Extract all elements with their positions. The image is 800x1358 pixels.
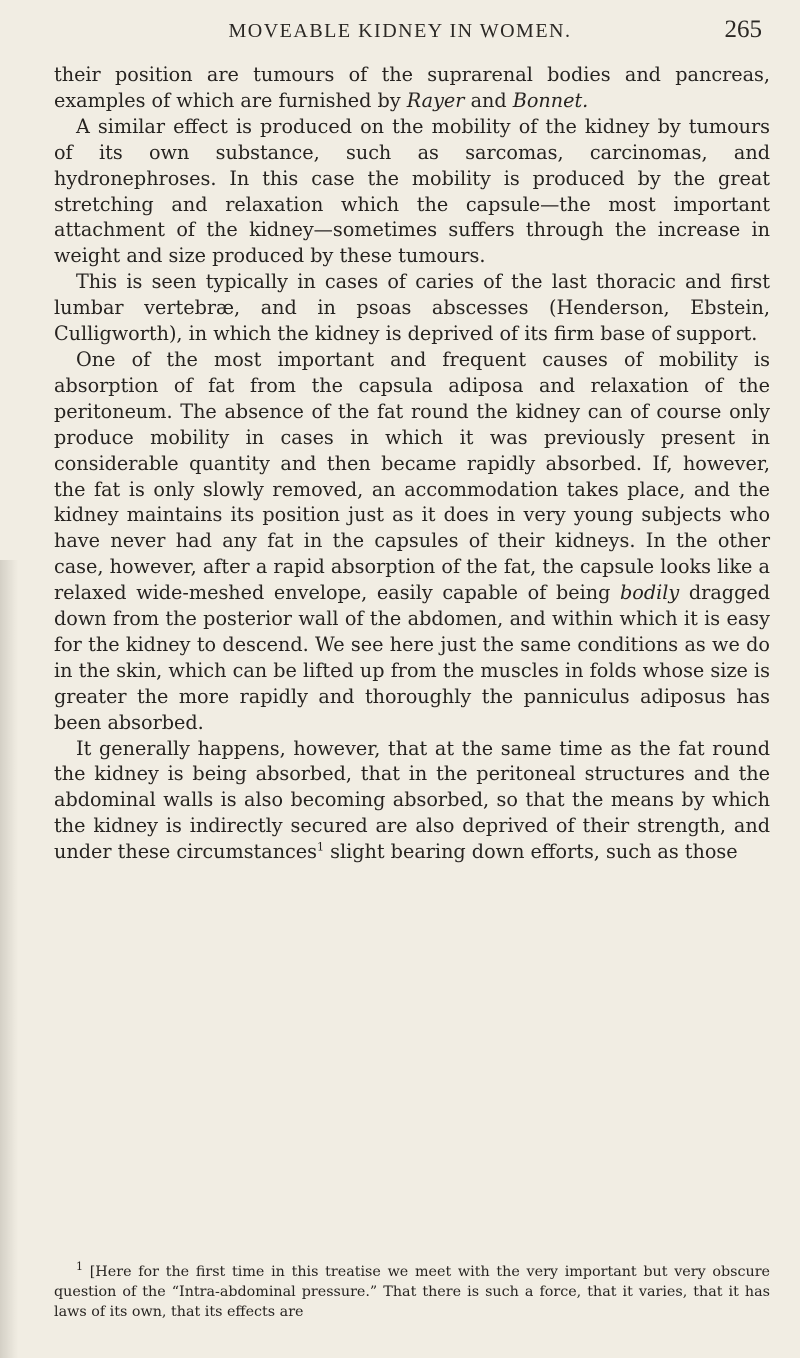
author-rayer: Rayer [406, 88, 465, 112]
paragraph-5-text-a: It generally happens, however, that at the same time as the fat round the kidney is being absorbed, that in the peritoneal structures and the abdominal walls is also becoming absorbed, so that the means by which the kidney is indirectly secured are also deprived of their strength, and under these circumstances [54, 736, 770, 864]
paragraph-5-text-b: slight bearing down efforts, such as those [324, 840, 738, 864]
paragraph-4-text-b: dragged down from the posterior wall of the abdomen, and within which it is easy for the kidney to descend. We see here just the same conditions as we do in the skin, which can be lifted up from the muscles in folds whose size is greater the more rapidly and thoroughly the panniculus adiposus has been absorbed. [54, 581, 770, 734]
paragraph-5 [54, 736, 770, 866]
body-text [54, 62, 770, 865]
paragraph-1-text-b: and [464, 88, 513, 112]
running-title: MOVEABLE KIDNEY IN WOMEN. [228, 20, 572, 42]
paragraph-2: A similar effect is produced on the mobility of the kidney by tumours of its own substance, such as sarcomas, carcinomas, and hydronephroses. In this case the mobility is produced by the great stretching and relaxation which the capsule—the most important attachment of the kidney—sometimes suffers through the increase in weight and size produced by these tumours. [54, 114, 770, 268]
footnote-marker: 1 [76, 1260, 83, 1274]
paragraph-1-text-a: their position are tumours of the suprarenal bodies and pancreas, examples of which are furnished by [54, 63, 770, 112]
page-number: 265 [724, 16, 762, 43]
author-bonnet: Bonnet. [512, 88, 589, 112]
footnote [54, 1262, 770, 1322]
paragraph-4 [54, 347, 770, 736]
emphasis-bodily: bodily [620, 581, 680, 605]
paragraph-1 [54, 62, 770, 114]
footnote-reference: 1 [317, 840, 325, 854]
paragraph-3: This is seen typically in cases of caries of the last thoracic and first lumbar vertebræ, and in psoas abscesses (Henderson, Ebstein, Culligworth), in which the kidney is deprived of its firm base of support. [54, 270, 770, 346]
page-gutter-shadow [0, 560, 18, 1358]
footnote-text: [Here for the first time in this treatise we meet with the very important but very obscure question of the “Intra-abdominal pressure.” That there is such a force, that it varies, that it has laws of its own, that its effects are [54, 1264, 770, 1320]
paragraph-4-text-a: One of the most important and frequent causes of mobility is absorption of fat from the capsula adiposa and relaxation of the peritoneum. The absence of the fat round the kidney can of course only produce mobility in cases in which it was previously present in considerable quantity and then became rapidly absorbed. If, however, the fat is only slowly removed, an accommodation takes place, and the kidney maintains its position just as it does in very young subjects who have never had any fat in the capsules of their kidneys. In the other case, however, after a rapid absorption of the fat, the capsule looks like a relaxed wide-meshed envelope, easily capable of being [54, 347, 770, 605]
page-header [0, 14, 800, 54]
